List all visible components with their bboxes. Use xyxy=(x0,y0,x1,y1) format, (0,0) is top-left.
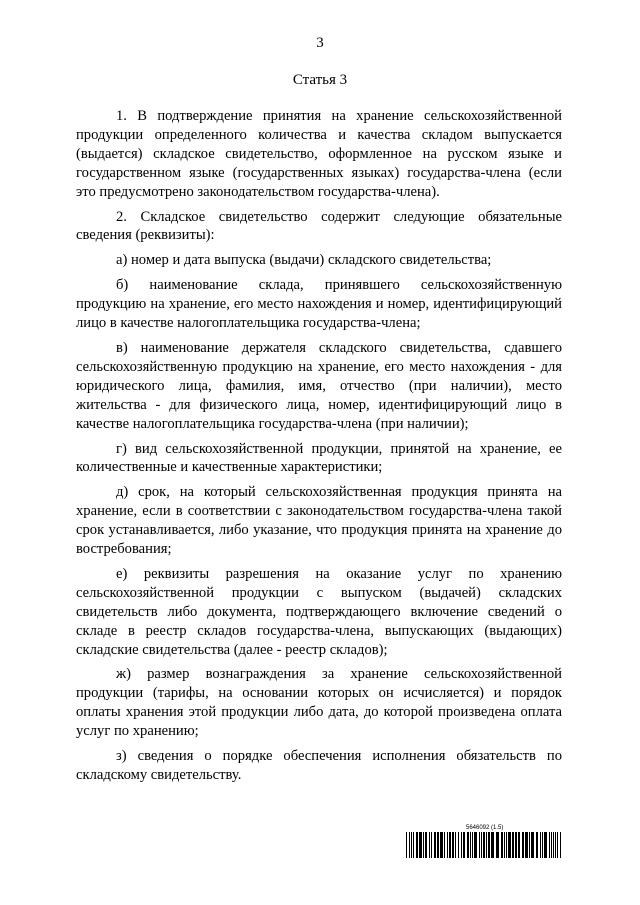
item-a: а) номер и дата выпуска (выдачи) складского свидетельства; xyxy=(116,252,492,269)
barcode-icon xyxy=(406,832,562,858)
article-title: Статья 3 xyxy=(292,72,348,88)
barcode-block xyxy=(406,824,562,858)
item-e: е) реквизиты разрешения на оказание услуг по хранению сельскохозяйственной продукции с выпуском (выдачей) складских свидетельств либо документа, подтверждающего включение сведений о складе в реестр складов государства-члена, выпускающих (выдающих) складские свидетельства (далее - реестр складов); xyxy=(76,565,562,658)
item-zh: ж) размер вознаграждения за хранение сельскохозяйственной продукции (тарифы, на основании которых он исчисляется) и порядок оплаты хранения этой продукции либо дата, до которой произведена оплата услуг по хранению; xyxy=(76,666,562,740)
article-body xyxy=(76,107,562,791)
page-number: 3 xyxy=(316,35,324,51)
item-b: б) наименование склада, принявшего сельскохозяйственную продукцию на хранение, его место нахождения и номер, идентифицирующий лицо в качестве налогоплательщика государства-члена; xyxy=(76,277,562,332)
paragraph-1: 1. В подтверждение принятия на хранение сельскохозяйственной продукции определенного количества и качества складом выпускается (выдается) складское свидетельство, оформленное на русском языке и государственном языке (государственных языках) государства-члена (если это предусмотрено законодательством государства-члена). xyxy=(76,108,562,200)
item-g: г) вид сельскохозяйственной продукции, принятой на хранение, ее количественные и качественные характеристики; xyxy=(76,440,562,476)
item-v: в) наименование держателя складского свидетельства, сдавшего сельскохозяйственную продукцию на хранение, его место нахождения - для юридического лица, фамилия, имя, отчество (при наличии), место жительства - для физического лица, номер, идентифицирующий лицо в качестве налогоплательщика государства-члена (при наличии); xyxy=(76,339,562,432)
item-z: з) сведения о порядке обеспечения исполнения обязательств по складскому свидетельству. xyxy=(76,748,562,783)
barcode-label: 5646092 (1.5) xyxy=(466,825,504,831)
item-d: д) срок, на который сельскохозяйственная продукция принята на хранение, если в соответствии с законодательством государства-члена такой срок устанавливается, либо указание, что продукция принята на хранение до востребования; xyxy=(76,484,562,558)
paragraph-2: 2. Складское свидетельство содержит следующие обязательные сведения (реквизиты): xyxy=(76,208,562,244)
